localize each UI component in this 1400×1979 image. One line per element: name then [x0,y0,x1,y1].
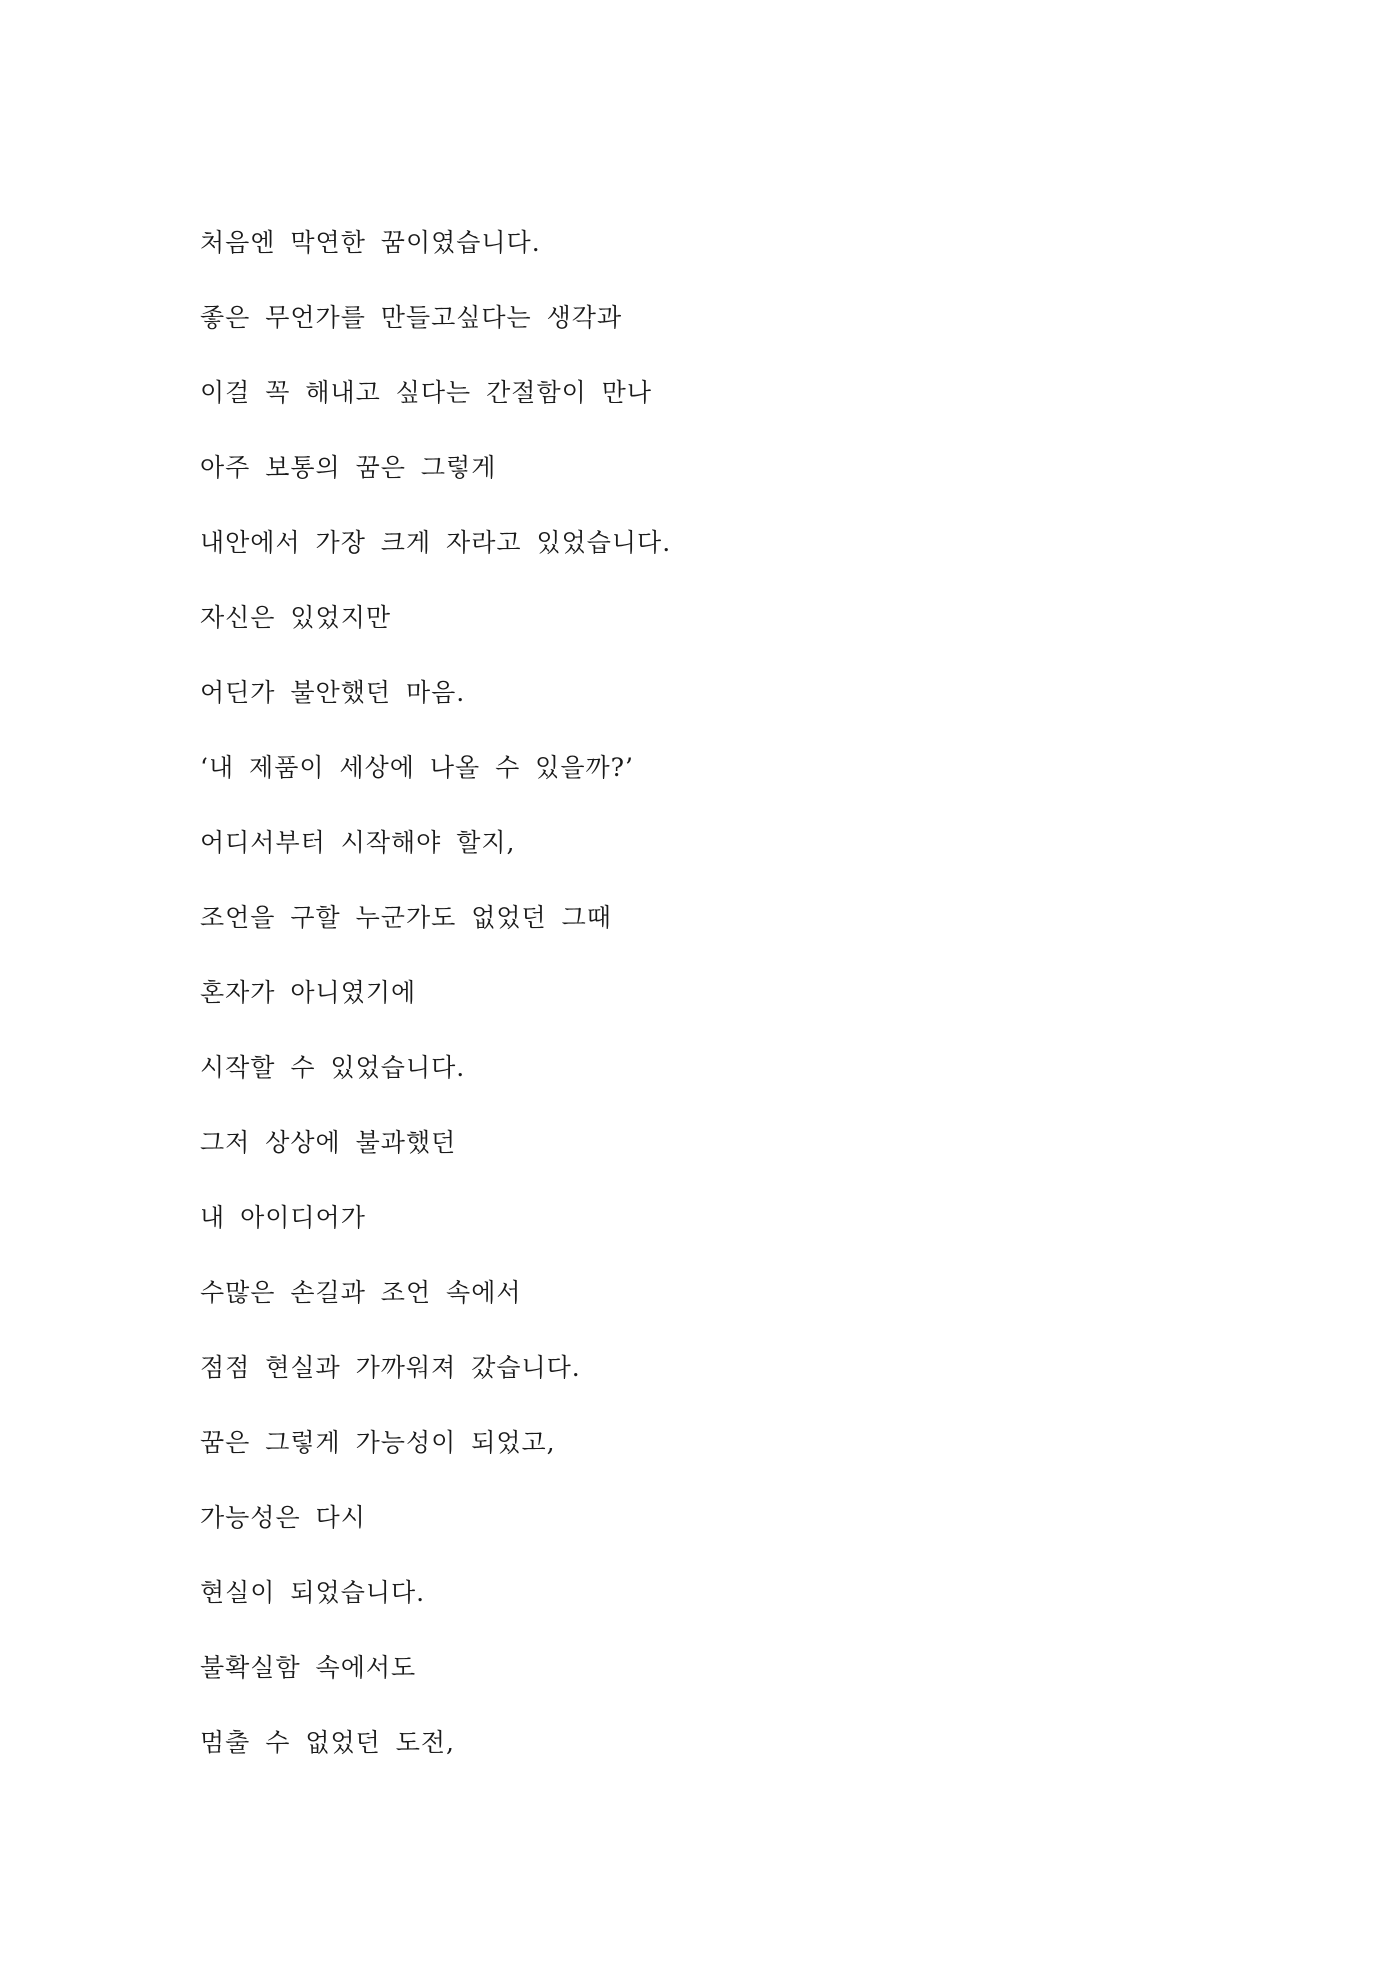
text-line: ‘내 제품이 세상에 나올 수 있을까?’ [200,753,634,782]
text-line: 내안에서 가장 크게 자라고 있었습니다. [200,528,672,557]
text-line: 아주 보통의 꿈은 그렇게 [200,453,497,482]
text-line: 그저 상상에 불과했던 [200,1128,457,1157]
text-line: 꿈은 그렇게 가능성이 되었고, [200,1428,556,1457]
text-line: 좋은 무언가를 만들고싶다는 생각과 [200,303,623,332]
text-line: 가능성은 다시 [200,1503,366,1532]
text-line: 내 아이디어가 [200,1203,366,1232]
text-line: 현실이 되었습니다. [200,1578,426,1607]
text-line: 점점 현실과 가까워져 갔습니다. [200,1353,581,1382]
text-line: 이걸 꼭 해내고 싶다는 간절함이 만나 [200,378,652,407]
text-line: 시작할 수 있었습니다. [200,1053,466,1082]
text-line: 어딘가 불안했던 마음. [200,678,466,707]
text-line: 자신은 있었지만 [200,603,391,632]
text-line: 혼자가 아니였기에 [200,978,417,1007]
text-line: 어디서부터 시작해야 할지, [200,828,516,857]
text-line: 조언을 구할 누군가도 없었던 그때 [200,903,612,932]
text-line: 멈출 수 없었던 도전, [200,1728,455,1757]
text-line: 처음엔 막연한 꿈이였습니다. [200,228,541,257]
text-line: 불확실함 속에서도 [200,1653,417,1682]
document-body [200,228,1200,1803]
text-line: 수많은 손길과 조언 속에서 [200,1278,522,1307]
